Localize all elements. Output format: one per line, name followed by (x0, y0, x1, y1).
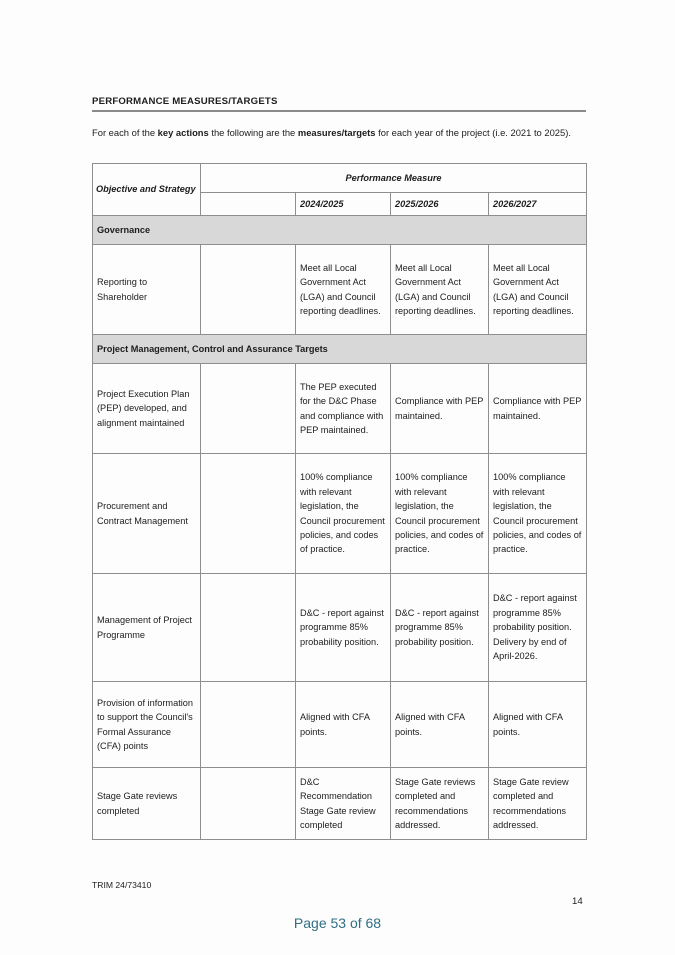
page-of-footer: Page 53 of 68 (293, 915, 382, 931)
intro-text-1: For each of the (92, 127, 158, 138)
measure-cell: 100% compliance with relevant legislation, the Council procurement policies, and codes of practice. (489, 454, 587, 574)
performance-measure-header: Performance Measure (201, 164, 587, 193)
empty-cell (201, 768, 296, 840)
objective-header: Objective and Strategy (93, 164, 201, 216)
measure-cell: Aligned with CFA points. (391, 682, 489, 768)
table-header-row-1 (93, 164, 587, 193)
table-row (93, 245, 587, 335)
empty-cell (201, 682, 296, 768)
intro-bold-measures: measures/targets (297, 127, 376, 138)
intro-paragraph (92, 125, 588, 140)
intro-text-3: for each year of the project (i.e. 2021 to 2025). (375, 127, 571, 138)
measure-cell: Compliance with PEP maintained. (391, 364, 489, 454)
measure-cell: Aligned with CFA points. (489, 682, 587, 768)
empty-cell (201, 364, 296, 454)
section-heading: PERFORMANCE MEASURES/TARGETS (92, 96, 278, 107)
performance-measures-table (92, 163, 587, 840)
group-title: Governance (93, 216, 587, 245)
empty-cell (201, 454, 296, 574)
trim-reference: TRIM 24/73410 (92, 880, 152, 890)
objective-cell: Provision of information to support the Council's Formal Assurance (CFA) points (93, 682, 201, 768)
objective-cell: Project Execution Plan (PEP) developed, and alignment maintained (93, 364, 201, 454)
table-row (93, 574, 587, 682)
measure-cell: The PEP executed for the D&C Phase and compliance with PEP maintained. (296, 364, 391, 454)
measure-cell: Meet all Local Government Act (LGA) and Council reporting deadlines. (296, 245, 391, 335)
measure-cell: Compliance with PEP maintained. (489, 364, 587, 454)
measure-cell: Meet all Local Government Act (LGA) and Council reporting deadlines. (391, 245, 489, 335)
empty-cell (201, 245, 296, 335)
objective-cell: Procurement and Contract Management (93, 454, 201, 574)
measure-cell: Stage Gate reviews completed and recommendations addressed. (391, 768, 489, 840)
measure-cell: 100% compliance with relevant legislation, the Council procurement policies, and codes of practice. (296, 454, 391, 574)
empty-cell (201, 574, 296, 682)
year-header-blank (201, 193, 296, 216)
measure-cell: D&C - report against programme 85% probability position. Delivery by end of April-2026. (489, 574, 587, 682)
measure-cell: D&C - report against programme 85% probability position. (296, 574, 391, 682)
measure-cell: D&C - report against programme 85% probability position. (391, 574, 489, 682)
measure-cell: Aligned with CFA points. (296, 682, 391, 768)
year-header: 2024/2025 (296, 193, 391, 216)
measure-cell: 100% compliance with relevant legislation, the Council procurement policies, and codes of practice. (391, 454, 489, 574)
objective-cell: Management of Project Programme (93, 574, 201, 682)
group-row (93, 335, 587, 364)
year-header: 2026/2027 (489, 193, 587, 216)
intro-bold-key-actions: key actions (157, 127, 209, 138)
objective-cell: Stage Gate reviews completed (93, 768, 201, 840)
table-row (93, 768, 587, 840)
measure-cell: D&C Recommendation Stage Gate review completed (296, 768, 391, 840)
group-title: Project Management, Control and Assurance Targets (93, 335, 587, 364)
table-row (93, 454, 587, 574)
objective-cell: Reporting to Shareholder (93, 245, 201, 335)
intro-text-2: the following are the (208, 127, 298, 138)
table-row (93, 682, 587, 768)
table-row (93, 364, 587, 454)
heading-rule (92, 110, 586, 112)
year-header: 2025/2026 (391, 193, 489, 216)
page-number: 14 (572, 896, 583, 907)
measure-cell: Meet all Local Government Act (LGA) and Council reporting deadlines. (489, 245, 587, 335)
measure-cell: Stage Gate review completed and recommendations addressed. (489, 768, 587, 840)
group-row (93, 216, 587, 245)
